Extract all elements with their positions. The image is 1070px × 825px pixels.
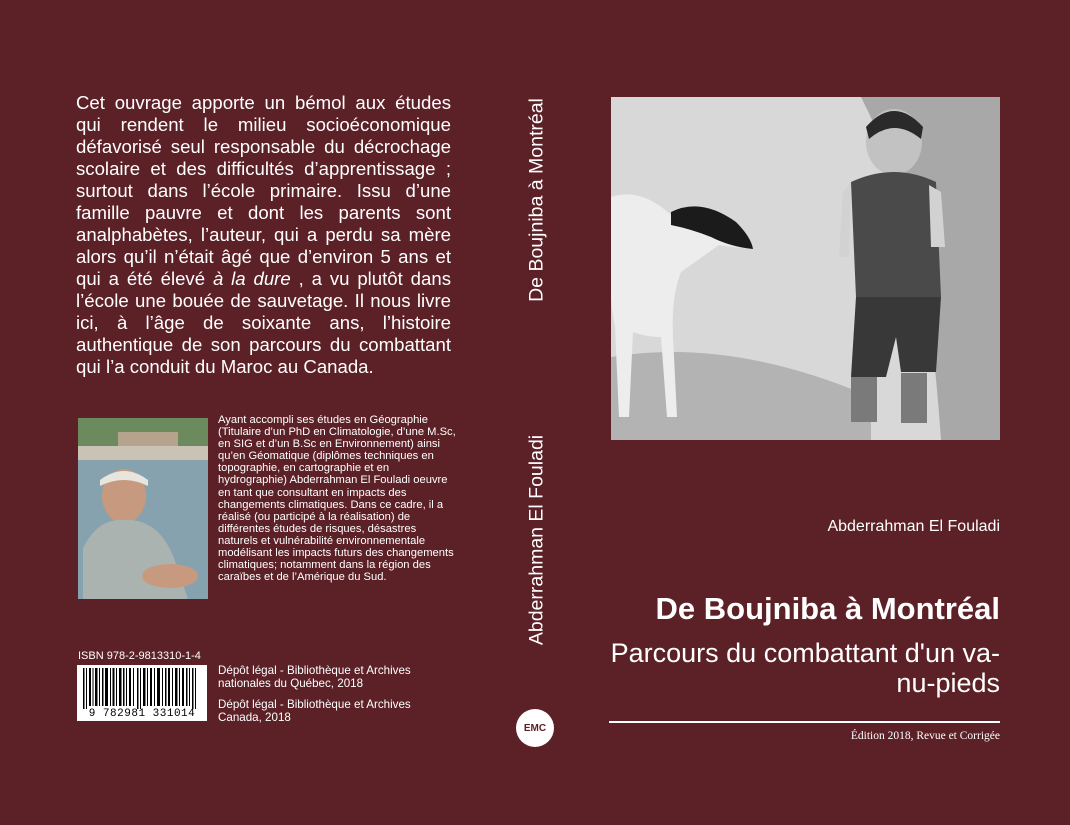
isbn-label: ISBN 978-2-9813310-1-4 [78, 650, 201, 662]
spine-title: De Boujniba à Montréal [525, 98, 548, 302]
cover-title: De Boujniba à Montréal [655, 591, 1000, 626]
back-cover-blurb [76, 92, 451, 378]
barcode-number: 9 782981 331014 [88, 708, 196, 720]
barcode-bars [77, 665, 207, 709]
cover-divider [609, 721, 1000, 723]
publisher-logo [516, 709, 554, 747]
blurb-text-1: Cet ouvrage apporte un bémol aux études qui rendent le milieu socioéconomique défavorisé seul responsable du décrochage scolaire et des difficultés d’apprentissage ; surtout dans l’école primaire. Issu d’une famille pauvre et dont les parents sont analphabètes, l’auteur, qui a perdu sa mère alors qu’il n’était âgé que d’environ 5 ans et qui a été élevé [76, 92, 451, 289]
cover-subtitle: Parcours du combattant d'un va-nu-pieds [610, 638, 1000, 698]
blurb-italic: à la dure [212, 268, 291, 289]
cover-author: Abderrahman El Fouladi [827, 518, 1000, 535]
publisher-logo-text: EMC [523, 722, 547, 734]
cover-edition: Édition 2018, Revue et Corrigée [850, 730, 1000, 742]
blurb-text-2: , a vu plutôt dans l’école une bouée de sauvetage. Il nous livre ici, à l’âge de soixante ans, l’histoire authentique de son parcours du combattant qui l’a conduit du Maroc au Canada. [76, 268, 451, 377]
author-photo [78, 418, 208, 599]
depot-legal-canada: Dépôt légal - Bibliothèque et Archives Canada, 2018 [218, 698, 411, 724]
cover-photo [611, 97, 1000, 440]
author-bio: Ayant accompli ses études en Géographie (Titulaire d’un PhD en Climatologie, d’une M.Sc, en SIG et d’un B.Sc en Environnement) ainsi qu’en Géomatique (diplômes techniques en topographie, en cartographie et en hydrographie) Abderrahman El Fouladi oeuvre en tant que consultant en impacts des changements climatiques. Dans ce cadre, il a réalisé (ou participé à la réalisation) de différentes études de risques, désastres naturels et vulnérabilité environnementale modélisant les impacts futurs des changements climatiques; notamment dans la région des caraïbes et de l’Amérique du Sud. [218, 414, 456, 584]
spine-author: Abderrahman El Fouladi [525, 434, 548, 646]
depot-legal-quebec: Dépôt légal - Bibliothèque et Archives nationales du Québec, 2018 [218, 664, 411, 690]
